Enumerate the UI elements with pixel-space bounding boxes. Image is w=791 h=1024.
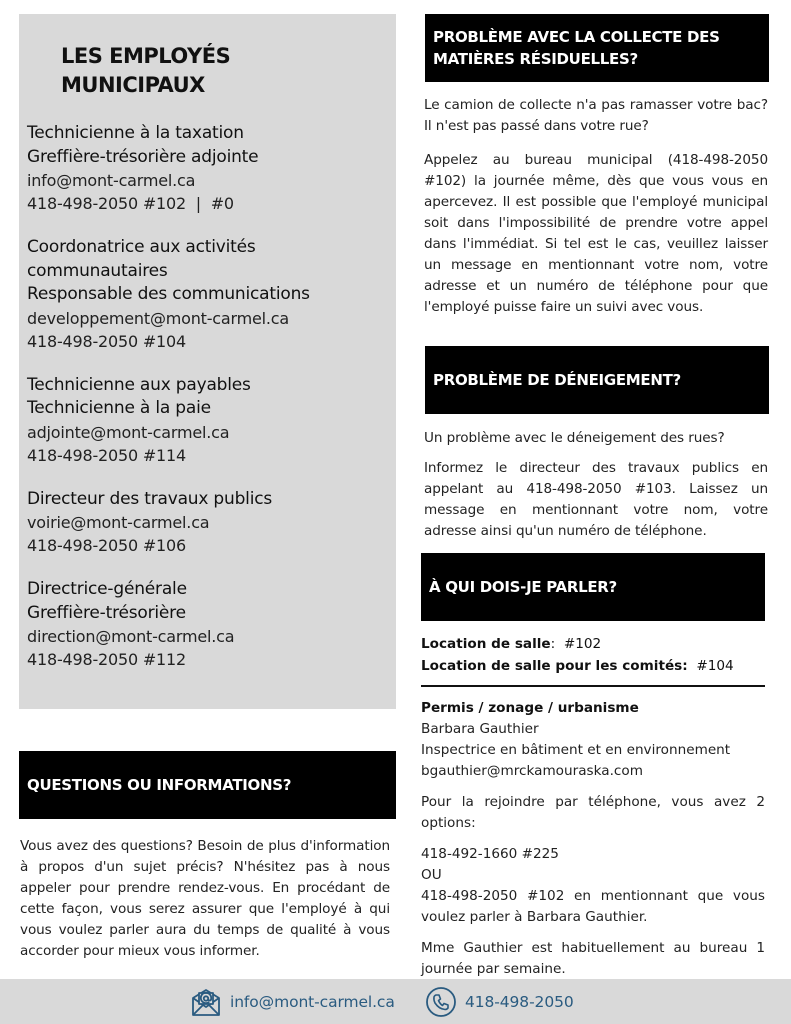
employee-email[interactable]: info@mont-carmel.ca xyxy=(27,171,196,190)
bureau-note: Mme Gauthier est habituellement au bureau 1 journée par semaine. xyxy=(421,940,765,977)
employees-list xyxy=(27,122,392,692)
questions-heading: QUESTIONS OU INFORMATIONS? xyxy=(27,776,292,794)
employee-card xyxy=(27,236,392,353)
employee-email[interactable]: adjointe@mont-carmel.ca xyxy=(27,422,230,442)
employee-role: Directeur des travaux publics xyxy=(27,488,273,509)
employee-email[interactable]: developpement@mont-carmel.ca xyxy=(27,308,289,328)
deneigement-intro: Un problème avec le déneigement des rues? xyxy=(424,430,725,446)
permis-contact-block xyxy=(421,698,765,980)
footer xyxy=(0,979,791,1024)
permis-name: Barbara Gauthier xyxy=(421,721,539,737)
employee-role: Greffière-trésorière xyxy=(27,602,186,623)
location-comites-label: Location de salle pour les comités: xyxy=(421,658,688,674)
employee-role: Responsable des communications xyxy=(27,284,310,304)
parler-heading-bar xyxy=(421,553,765,621)
location-salle-label: Location de salle xyxy=(421,636,551,652)
employee-card xyxy=(27,122,392,215)
employee-role: Directrice-générale xyxy=(27,579,187,599)
location-comites-value: #104 xyxy=(687,658,734,674)
employee-role: communautaires xyxy=(27,260,168,281)
footer-email[interactable]: info@mont-carmel.ca xyxy=(230,992,395,1011)
employees-title: LES EMPLOYÉS MUNICIPAUX xyxy=(61,44,231,97)
location-comites-line xyxy=(421,656,734,677)
employee-card xyxy=(27,488,392,558)
deneigement-heading-bar xyxy=(425,346,769,414)
employee-phone: 418-498-2050 #112 xyxy=(27,650,186,669)
parler-heading: À QUI DOIS-JE PARLER? xyxy=(429,578,617,596)
employee-email[interactable]: voirie@mont-carmel.ca xyxy=(27,513,210,532)
employees-panel xyxy=(19,14,396,709)
deneigement-heading: PROBLÈME DE DÉNEIGEMENT? xyxy=(433,371,681,389)
employee-role: Technicienne à la paie xyxy=(27,398,211,418)
employee-card xyxy=(27,374,392,467)
employee-card xyxy=(27,578,392,671)
phone-or: OU xyxy=(421,867,442,883)
phone-intro: Pour la rejoindre par téléphone, vous avez 2 options: xyxy=(421,794,765,831)
collecte-heading: PROBLÈME AVEC LA COLLECTE DES MATIÈRES RÉSIDUELLES? xyxy=(433,28,720,68)
permis-role: Inspectrice en bâtiment et en environnement xyxy=(421,742,731,758)
employee-phone: 418-498-2050 #104 xyxy=(27,331,186,351)
footer-email-link[interactable] xyxy=(190,979,395,1024)
employee-email[interactable]: direction@mont-carmel.ca xyxy=(27,627,235,646)
questions-text: Vous avez des questions? Besoin de plus d'information à propos d'un sujet précis? N'hésitez pas à nous appeler pour prendre rendez-vous. En procédant de cette façon, vous serez assurer que l'employé à qui vous voulez parler aura du temps de qualité à vous accorder pour mieux vous informer. xyxy=(20,838,390,959)
footer-phone-link[interactable] xyxy=(425,979,574,1024)
questions-heading-bar xyxy=(19,751,396,819)
permis-email[interactable]: bgauthier@mrckamouraska.com xyxy=(421,763,643,779)
employee-role: Greffière-trésorière adjointe xyxy=(27,146,259,167)
collecte-intro: Le camion de collecte n'a pas ramasser votre bac? Il n'est pas passé dans votre rue? xyxy=(424,97,768,134)
location-salle-value: : #102 xyxy=(550,636,602,652)
employee-phone: 418-498-2050 #106 xyxy=(27,536,186,555)
permis-title: Permis / zonage / urbanisme xyxy=(421,700,639,716)
collecte-instructions: Appelez au bureau municipal (418-498-2050 #102) la journée même, dès que vous vous en apercevez. Il est possible que l'employé municipal soit dans l'impossibilité de prendre votre appel dans l'immédiat. Si tel est le cas, veuillez laisser un message en mentionnant votre nom, votre adresse et un numéro de téléphone pour que l'employé puisse faire un suivi avec vous. xyxy=(424,152,768,315)
employee-role: Technicienne aux payables xyxy=(27,374,251,395)
employee-role: Coordonatrice aux activités xyxy=(27,237,256,257)
location-salle-line xyxy=(421,634,601,655)
phone-option-2: 418-498-2050 #102 en mentionnant que vous voulez parler à Barbara Gauthier. xyxy=(421,888,765,925)
phone-option-1: 418-492-1660 #225 xyxy=(421,846,559,862)
section-divider xyxy=(421,685,765,687)
footer-phone[interactable]: 418-498-2050 xyxy=(465,992,574,1011)
employee-role: Technicienne à la taxation xyxy=(27,123,244,143)
employee-phone: 418-498-2050 #114 xyxy=(27,445,186,465)
phone-icon xyxy=(425,986,457,1018)
collecte-heading-bar xyxy=(425,14,769,82)
envelope-at-icon xyxy=(190,986,222,1018)
deneigement-instructions: Informez le directeur des travaux publics en appelant au 418-498-2050 #103. Laissez un message en mentionnant votre nom, votre adresse ainsi qu'un numéro de téléphone. xyxy=(424,460,768,539)
employee-phone: 418-498-2050 #102 | #0 xyxy=(27,194,234,213)
